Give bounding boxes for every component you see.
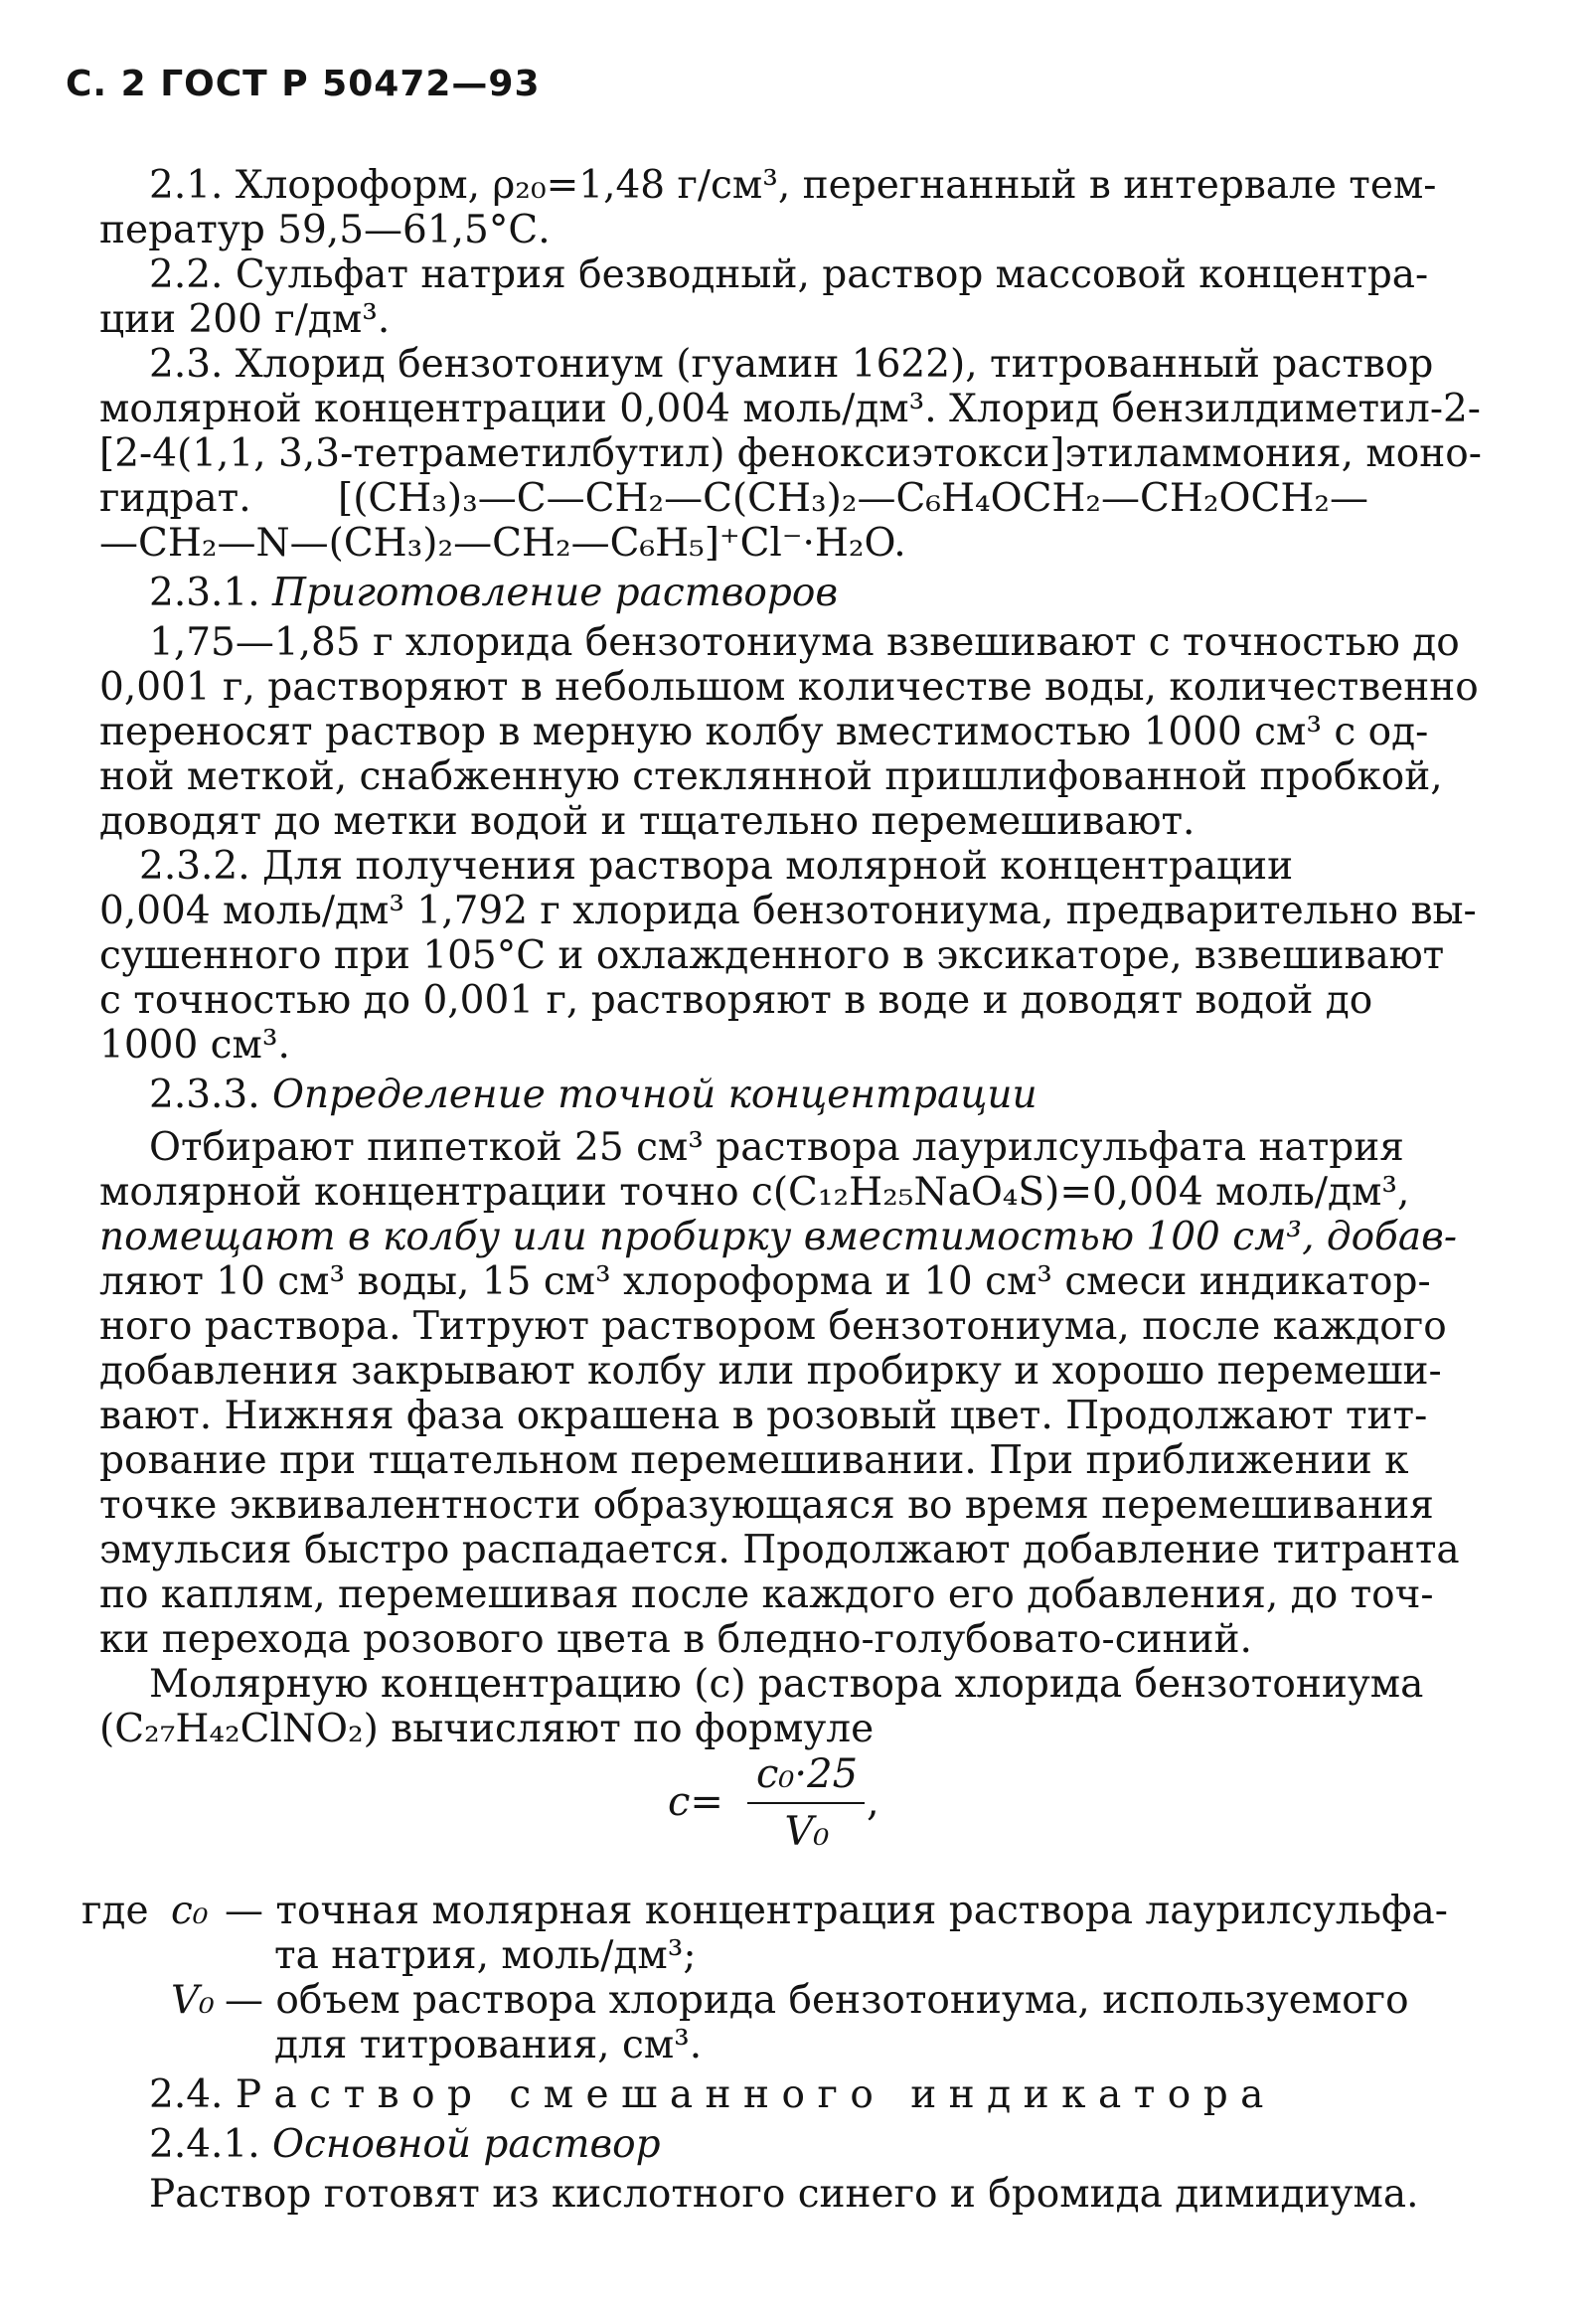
formula-numerator: c₀·25 [755,1751,859,1797]
section-2-3-3-heading [149,1073,1037,1118]
where-v0-line-2: для титрования, см³. [274,2023,703,2067]
paragraph-2-3-3-line-7: вают. Нижняя фаза окрашена в розовый цвет. Продолжают тит- [99,1394,1428,1438]
chemical-formula-line-2: —CH₂—N—(CH₃)₂—CH₂—C₆H₅]⁺Cl⁻·H₂O. [99,521,906,566]
section-title: Раствор смешанного индикатора [235,2072,1276,2117]
section-2-3-1-heading [149,571,838,616]
where-v0-line-1: — объем раствора хлорида бензотониума, используемого [225,1978,1409,2023]
paragraph-2-1-line-2: ператур 59,5—61,5°С. [99,208,551,252]
paragraph-molar-line-2: (C₂₇H₄₂ClNO₂) вычисляют по формуле [99,1707,875,1751]
section-title: Определение точной концентрации [272,1073,1037,1117]
paragraph-2-3-1-line-5: доводят до метки водой и тщательно перемешивают. [99,799,1196,844]
section-2-4-1-heading [149,2122,661,2168]
formula-denominator: V₀ [784,1809,830,1855]
paragraph-2-3-line-3: [2-4(1,1, 3,3-тетраметилбутил) феноксиэтокси]этиламмония, моно- [99,431,1482,476]
paragraph-2-3-1-line-1: 1,75—1,85 г хлорида бензотониума взвешивают с точностью до [149,620,1460,665]
paragraph-2-3-1-line-4: ной меткой, снабженную стеклянной пришлифованной пробкой, [99,754,1443,799]
paragraph-2-3-3-line-4: ляют 10 см³ воды, 15 см³ хлороформа и 10 см³ смеси индикатор- [99,1259,1431,1304]
paragraph-2-3-2-line-5: 1000 см³. [99,1023,290,1068]
paragraph-2-3-3-line-9: точке эквивалентности образующаяся во время перемешивания [99,1483,1434,1528]
paragraph-2-3-3-line-12: ки перехода розового цвета в бледно-голубовато-синий. [99,1617,1252,1662]
paragraph-2-2-line-1: 2.2. Сульфат натрия безводный, раствор массовой концентра- [149,252,1429,297]
where-c0-line-2: та натрия, моль/дм³; [274,1933,697,1978]
paragraph-2-3-3-line-2: молярной концентрации точно c(C₁₂H₂₅NaO₄S)=0,004 моль/дм³, [99,1170,1410,1215]
paragraph-molar-line-1: Молярную концентрацию (c) раствора хлорида бензотониума [149,1662,1424,1707]
paragraph-2-3-1-line-2: 0,001 г, растворяют в небольшом количестве воды, количественно [99,665,1479,710]
paragraph-2-3-line-1: 2.3. Хлорид бензотониум (гуамин 1622), титрованный раствор [149,342,1434,387]
section-title: Основной раствор [272,2122,661,2167]
section-number: 2.4. [149,2072,224,2117]
section-number: 2.4.1. [149,2122,260,2167]
where-c0-line-1: — точная молярная концентрация раствора лаурилсульфа- [225,1889,1448,1933]
section-number: 2.3.3. [149,1073,260,1117]
paragraph-2-3-line-2: молярной концентрации 0,004 моль/дм³. Хлорид бензилдиметил-2- [99,387,1481,431]
paragraph-2-3-2-line-2: 0,004 моль/дм³ 1,792 г хлорида бензотониума, предварительно вы- [99,889,1477,933]
chemical-formula-line-1: [(CH₃)₃—C—CH₂—C(CH₃)₂—C₆H₄OCH₂—CH₂OCH₂— [338,476,1369,521]
paragraph-2-3-2-line-4: с точностью до 0,001 г, растворяют в воде и доводят водой до [99,978,1373,1023]
paragraph-2-3-3-line-10: эмульсия быстро распадается. Продолжают добавление титранта [99,1528,1460,1572]
paragraph-2-3-line-4: гидрат. [99,476,251,521]
where-v0-symbol: V₀ [171,1978,215,2023]
where-c0-symbol: c₀ [171,1889,209,1933]
formula-lhs: c= [668,1779,723,1825]
paragraph-2-3-1-line-3: переносят раствор в мерную колбу вместимостью 1000 см³ с од- [99,710,1429,754]
paragraph-2-3-3-line-1: Отбирают пипеткой 25 см³ раствора лаурилсульфата натрия [149,1125,1404,1170]
paragraph-2-3-3-line-5: ного раствора. Титруют раствором бензотониума, после каждого [99,1304,1447,1349]
paragraph-2-1-line-1: 2.1. Хлороформ, ρ₂₀=1,48 г/см³, перегнанный в интервале тем- [149,163,1437,208]
paragraph-2-3-3-line-11: по каплям, перемешивая после каждого его добавления, до точ- [99,1572,1434,1617]
paragraph-2-3-2-line-3: сушенного при 105°С и охлажденного в эксикаторе, взвешивают [99,933,1445,978]
where-word: где [81,1889,149,1933]
page-header: С. 2 ГОСТ Р 50472—93 [66,64,541,104]
paragraph-2-3-3-line-8: рование при тщательном перемешивании. При приближении к [99,1438,1409,1483]
section-number: 2.3.1. [149,571,260,615]
section-2-4-heading [149,2072,1276,2118]
paragraph-2-3-3-line-3: помещают в колбу или пробирку вместимостью 100 см³, добав- [99,1215,1457,1259]
paragraph-2-2-line-2: ции 200 г/дм³. [99,297,391,342]
paragraph-2-4-1: Раствор готовят из кислотного синего и бромида димидиума. [149,2172,1419,2217]
section-title: Приготовление растворов [272,571,839,615]
formula-tail: , [867,1779,879,1825]
paragraph-2-3-2-line-1: 2.3.2. Для получения раствора молярной концентрации [139,844,1294,889]
paragraph-2-3-3-line-6: добавления закрывают колбу или пробирку и хорошо перемеши- [99,1349,1442,1394]
fraction-bar [747,1802,865,1804]
